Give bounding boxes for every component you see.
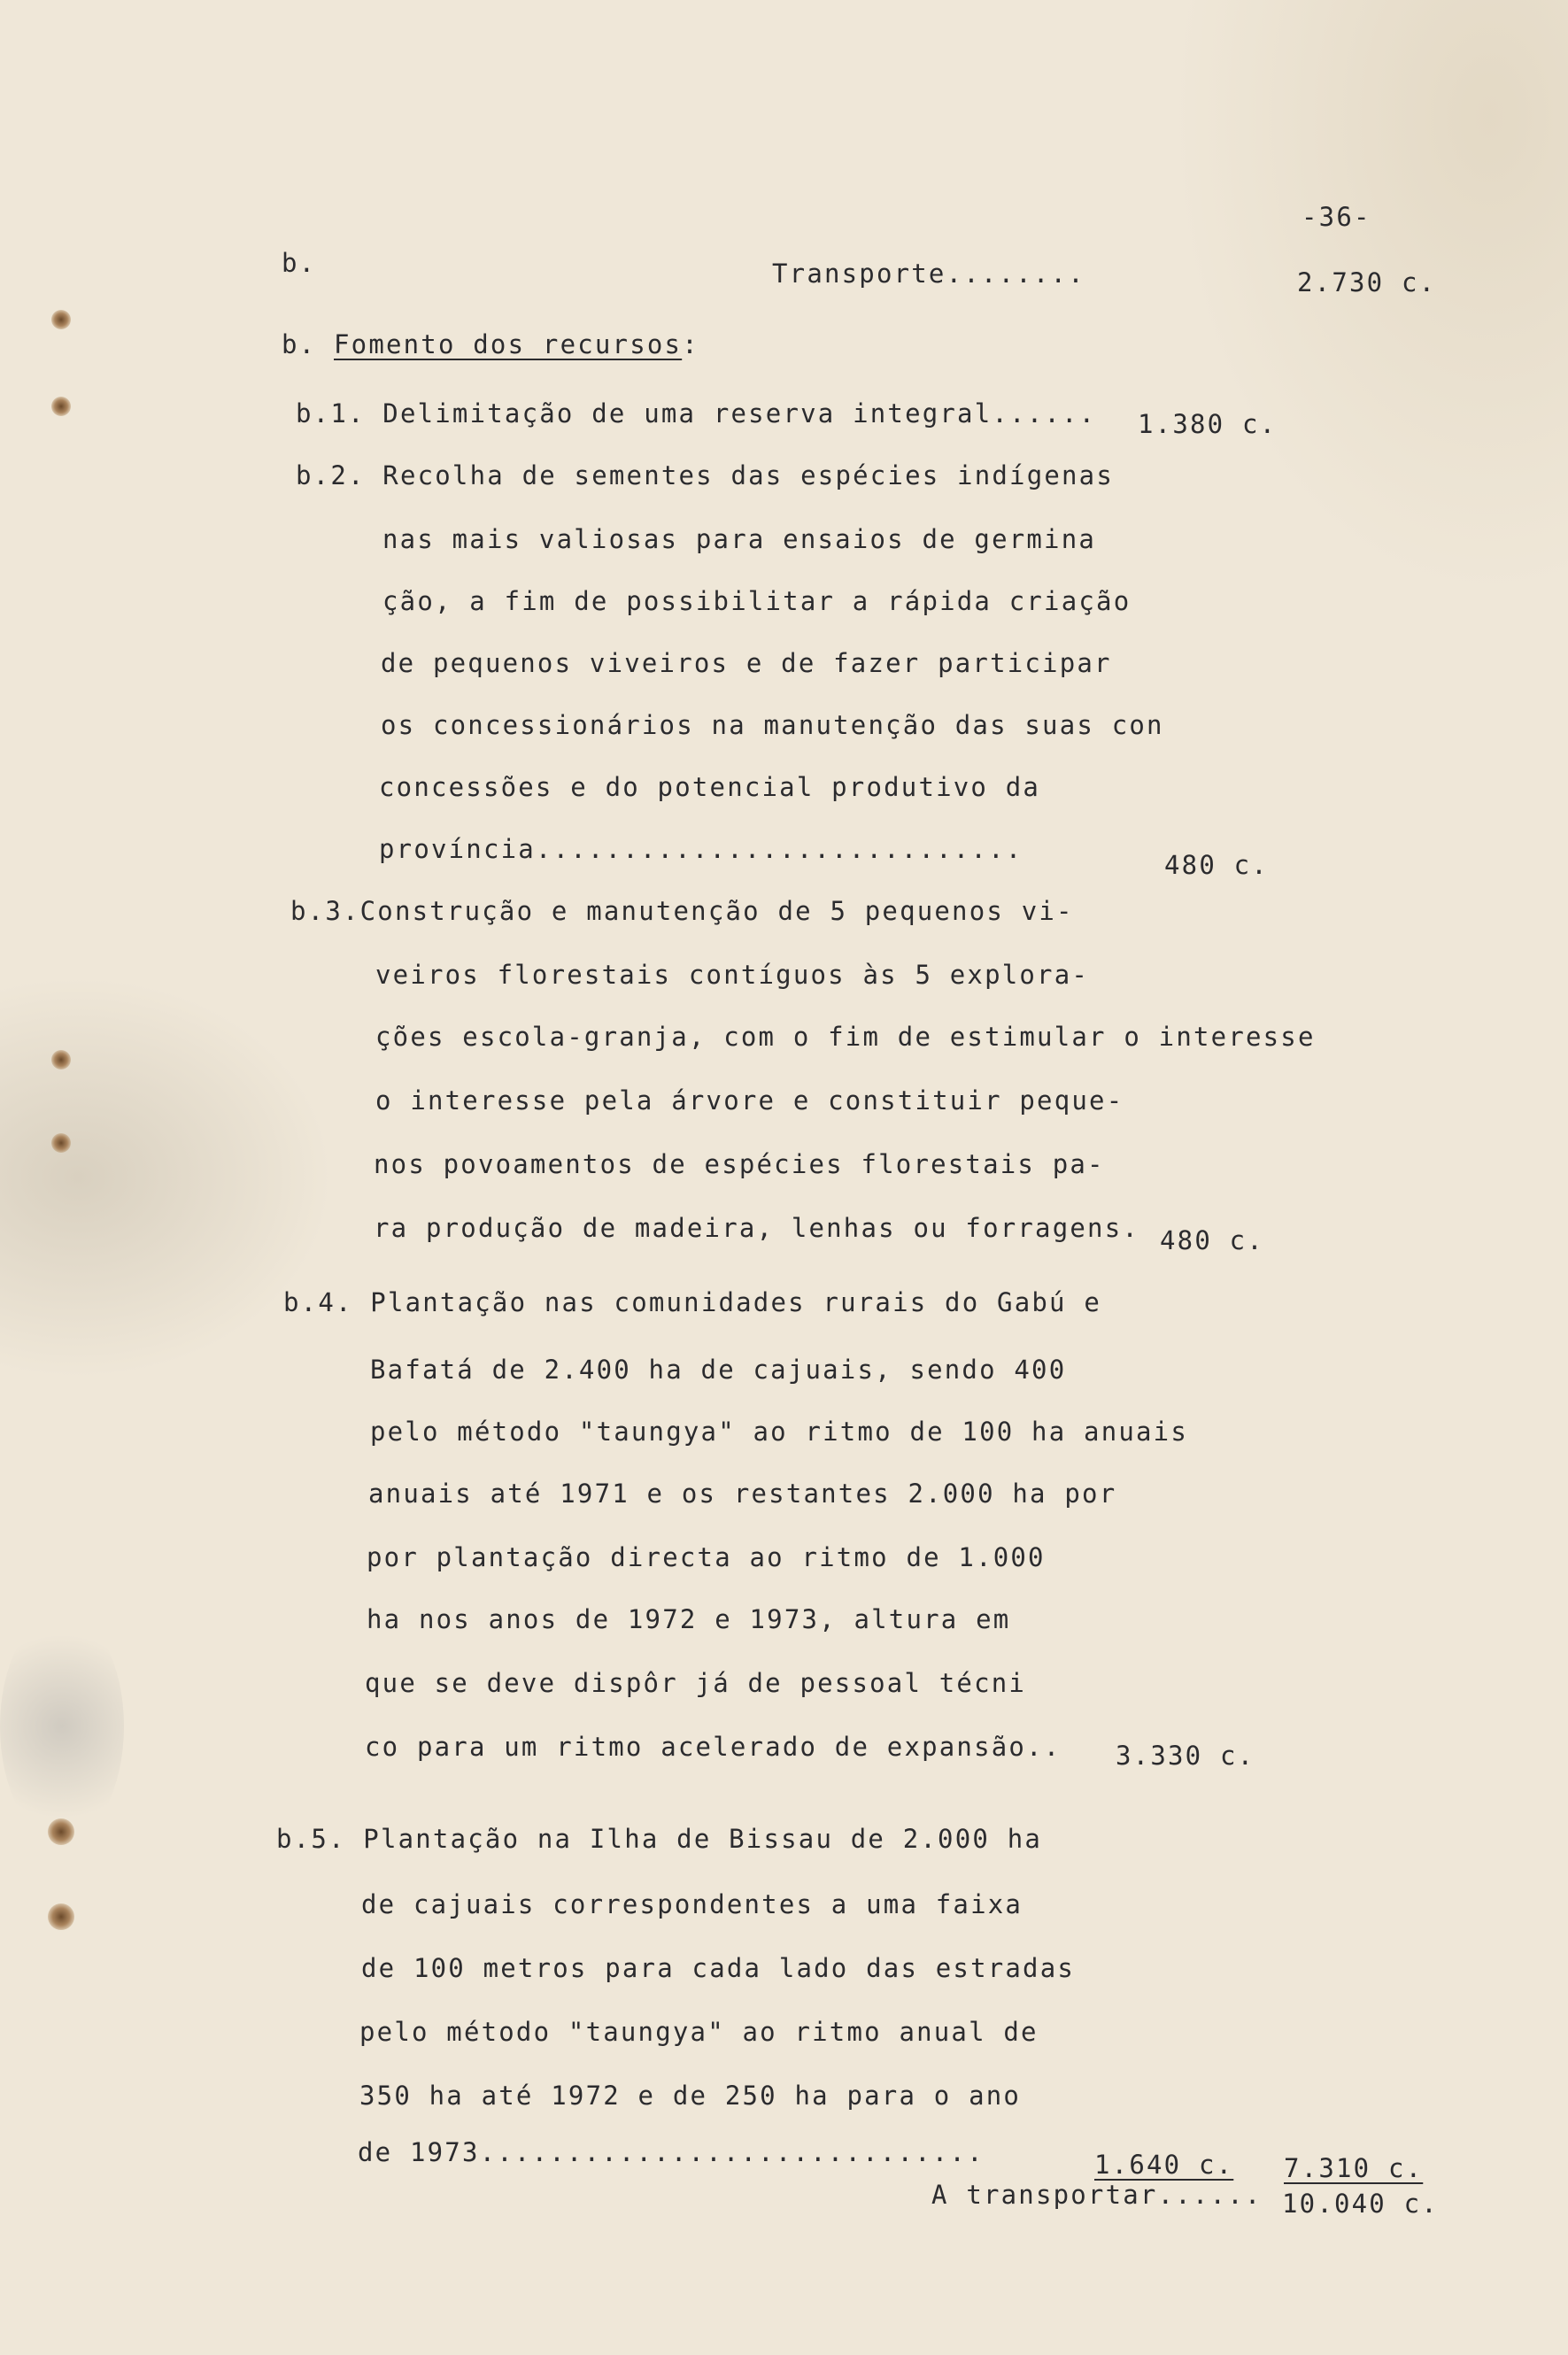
item-b3-line: nos povoamentos de espécies florestais pa- [374,1149,1105,1179]
item-b5-line: b.5. Plantação na Ilha de Bissau de 2.000 ha [276,1824,1043,1854]
item-b2-line: b.2. Recolha de sementes das espécies indígenas [296,460,1114,490]
subtotal-value: 7.310 c. [1284,2153,1424,2183]
item-b3-line: ra produção de madeira, lenhas ou forragens. [374,1213,1140,1243]
item-b5-line: de cajuais correspondentes a uma faixa [361,1889,1023,1919]
item-b3-line: ções escola-granja, com o fim de estimular o interesse [375,1022,1316,1052]
item-b4-line: co para um ritmo acelerado de expansão.. [365,1732,1062,1762]
punch-hole [51,310,71,329]
item-b3-value: 480 c. [1160,1225,1264,1255]
heading-colon: : [682,329,699,359]
item-b3-line: b.3.Construção e manutenção de 5 pequenos vi- [290,896,1074,926]
item-b4-line: anuais até 1971 e os restantes 2.000 ha por [368,1479,1117,1509]
item-b4-line: por plantação directa ao ritmo de 1.000 [367,1542,1046,1572]
heading-title: Fomento dos recursos [334,329,683,359]
punch-hole [51,397,71,416]
item-b4-line: que se deve dispôr já de pessoal técni [365,1668,1027,1698]
item-b2-value: 480 c. [1164,850,1269,880]
paper-stain [0,1611,124,1842]
item-b5-line: pelo método "taungya" ao ritmo anual de [359,2017,1039,2047]
item-b1-line: b.1. Delimitação de uma reserva integral...... [296,398,1097,429]
item-b3-line: veiros florestais contíguos às 5 explora- [375,960,1090,990]
transport-value: 2.730 c. [1297,267,1437,297]
heading-letter: b. [282,329,317,359]
item-b5-value: 1.640 c. [1094,2150,1234,2180]
item-b2-line: os concessionários na manutenção das suas con [381,710,1164,740]
punch-hole [51,1050,71,1069]
item-b2-line: ção, a fim de possibilitar a rápida criação [382,586,1132,616]
punch-hole [48,1903,74,1930]
item-b2-line: de pequenos viveiros e de fazer participar [381,648,1112,678]
item-b5-line: de 1973............................. [358,2137,985,2167]
item-b2-line: concessões e do potencial produtivo da [379,772,1041,802]
transport-label: Transporte........ [772,259,1085,289]
heading [282,329,699,359]
item-b1-value: 1.380 c. [1138,409,1278,439]
item-b3-line: o interesse pela árvore e constituir peque- [375,1085,1124,1116]
carry-value: 10.040 c. [1282,2189,1439,2219]
section-letter: b. [282,248,317,278]
item-b4-line: ha nos anos de 1972 e 1973, altura em [367,1604,1011,1634]
carry-label: A transportar...... [931,2180,1263,2210]
item-b4-line: pelo método "taungya" ao ritmo de 100 ha anuais [370,1417,1188,1447]
punch-hole [51,1133,71,1153]
item-b4-line: Bafatá de 2.400 ha de cajuais, sendo 400 [370,1355,1067,1385]
item-b2-line: província............................ [379,834,1023,864]
item-b5-line: 350 ha até 1972 e de 250 ha para o ano [359,2081,1022,2111]
item-b5-line: de 100 metros para cada lado das estradas [361,1953,1076,1983]
item-b4-value: 3.330 c. [1116,1741,1255,1771]
page-number: -36- [1302,202,1371,232]
item-b2-line: nas mais valiosas para ensaios de germina [382,524,1097,554]
item-b4-line: b.4. Plantação nas comunidades rurais do Gabú e [283,1287,1101,1317]
